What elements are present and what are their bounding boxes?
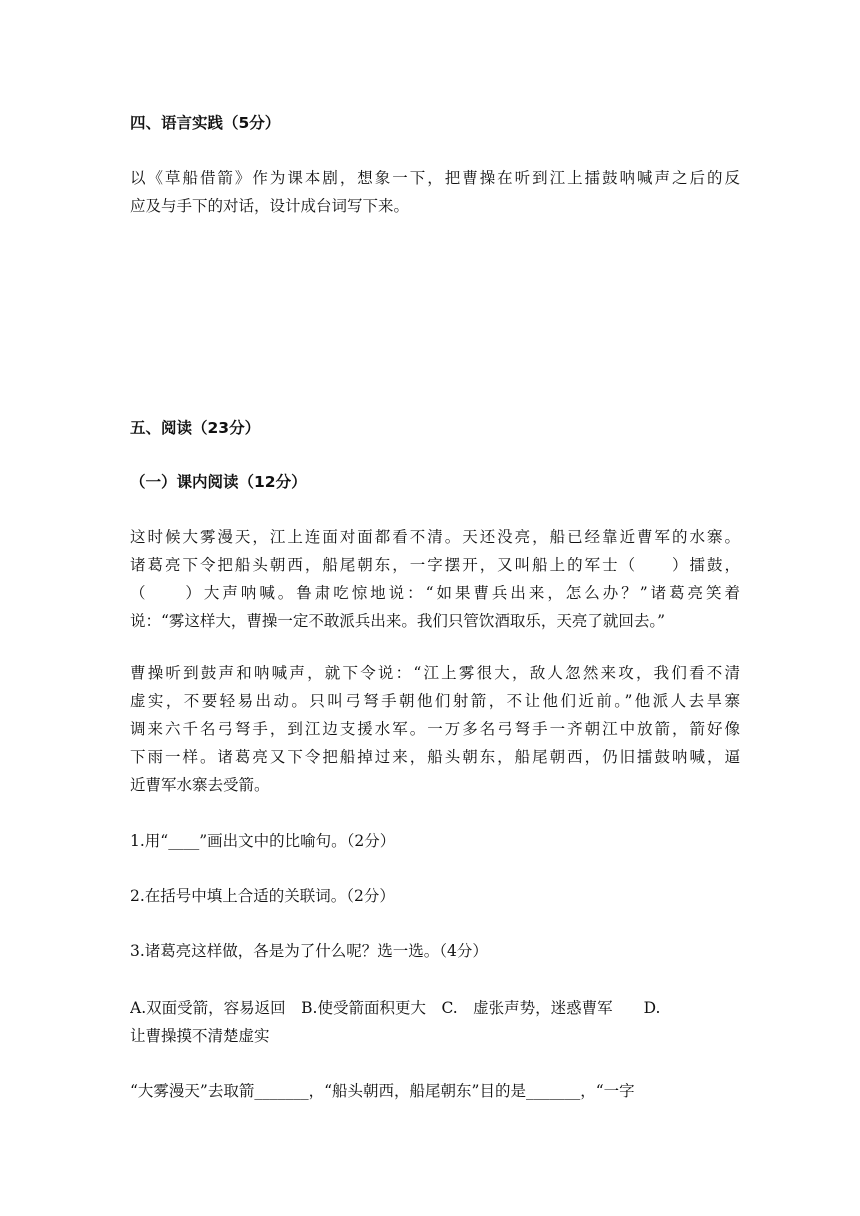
- prompt-line: 应及与手下的对话，设计成台词写下来。: [130, 197, 410, 215]
- passage-line: 下雨一样。诸葛亮又下令把船掉过来，船头朝东，船尾朝西，仍旧擂鼓呐喊，逼: [130, 748, 740, 766]
- section-5-sub-heading: （一）课内阅读（12分）: [130, 473, 307, 491]
- passage-paragraph-1: [130, 523, 740, 635]
- passage-line: 诸葛亮下令把船头朝西，船尾朝东，一字摆开，又叫船上的军士（ ）擂鼓，: [130, 556, 740, 574]
- section-5-heading: 五、阅读（23分）: [130, 419, 261, 437]
- answer-options: [130, 994, 740, 1050]
- passage-line: 说：“雾这样大，曹操一定不敢派兵出来。我们只管饮酒取乐，天亮了就回去。”: [130, 612, 666, 630]
- question-2: 2.在括号中填上合适的关联词。（2分）: [130, 887, 395, 905]
- question-1: 1.用“____”画出文中的比喻句。（2分）: [130, 832, 396, 850]
- passage-line: 虚实，不要轻易出动。只叫弓弩手朝他们射箭，不让他们近前。”他派人去旱寨: [130, 692, 740, 710]
- passage-paragraph-2: [130, 659, 740, 799]
- section-4-heading: 四、语言实践（5分）: [130, 114, 281, 132]
- prompt-line: 以《草船借箭》作为课本剧，想象一下，把曹操在听到江上擂鼓呐喊声之后的反: [130, 169, 740, 187]
- section-4-prompt: [130, 164, 740, 220]
- passage-line: 曹操听到鼓声和呐喊声，就下令说：“江上雾很大，敌人忽然来攻，我们看不清: [130, 664, 740, 682]
- passage-line: 近曹军水寨去受箭。: [130, 776, 270, 794]
- fill-in-line: “大雾漫天”去取箭_______，“船头朝西，船尾朝东”目的是_______，“一字: [130, 1082, 635, 1100]
- passage-line: 调来六千名弓弩手，到江边支援水军。一万多名弓弩手一齐朝江中放箭，箭好像: [130, 720, 740, 738]
- options-line: A.双面受箭，容易返回 B.使受箭面积更大 C. 虚张声势，迷惑曹军 D.: [130, 999, 661, 1017]
- passage-line: （ ）大声呐喊。鲁肃吃惊地说：“如果曹兵出来，怎么办？”诸葛亮笑着: [130, 584, 740, 602]
- passage-line: 这时候大雾漫天，江上连面对面都看不清。天还没亮，船已经靠近曹军的水寨。: [130, 528, 740, 546]
- question-3: 3.诸葛亮这样做，各是为了什么呢？选一选。（4分）: [130, 942, 488, 960]
- options-line: 让曹操摸不清楚虚实: [130, 1027, 270, 1045]
